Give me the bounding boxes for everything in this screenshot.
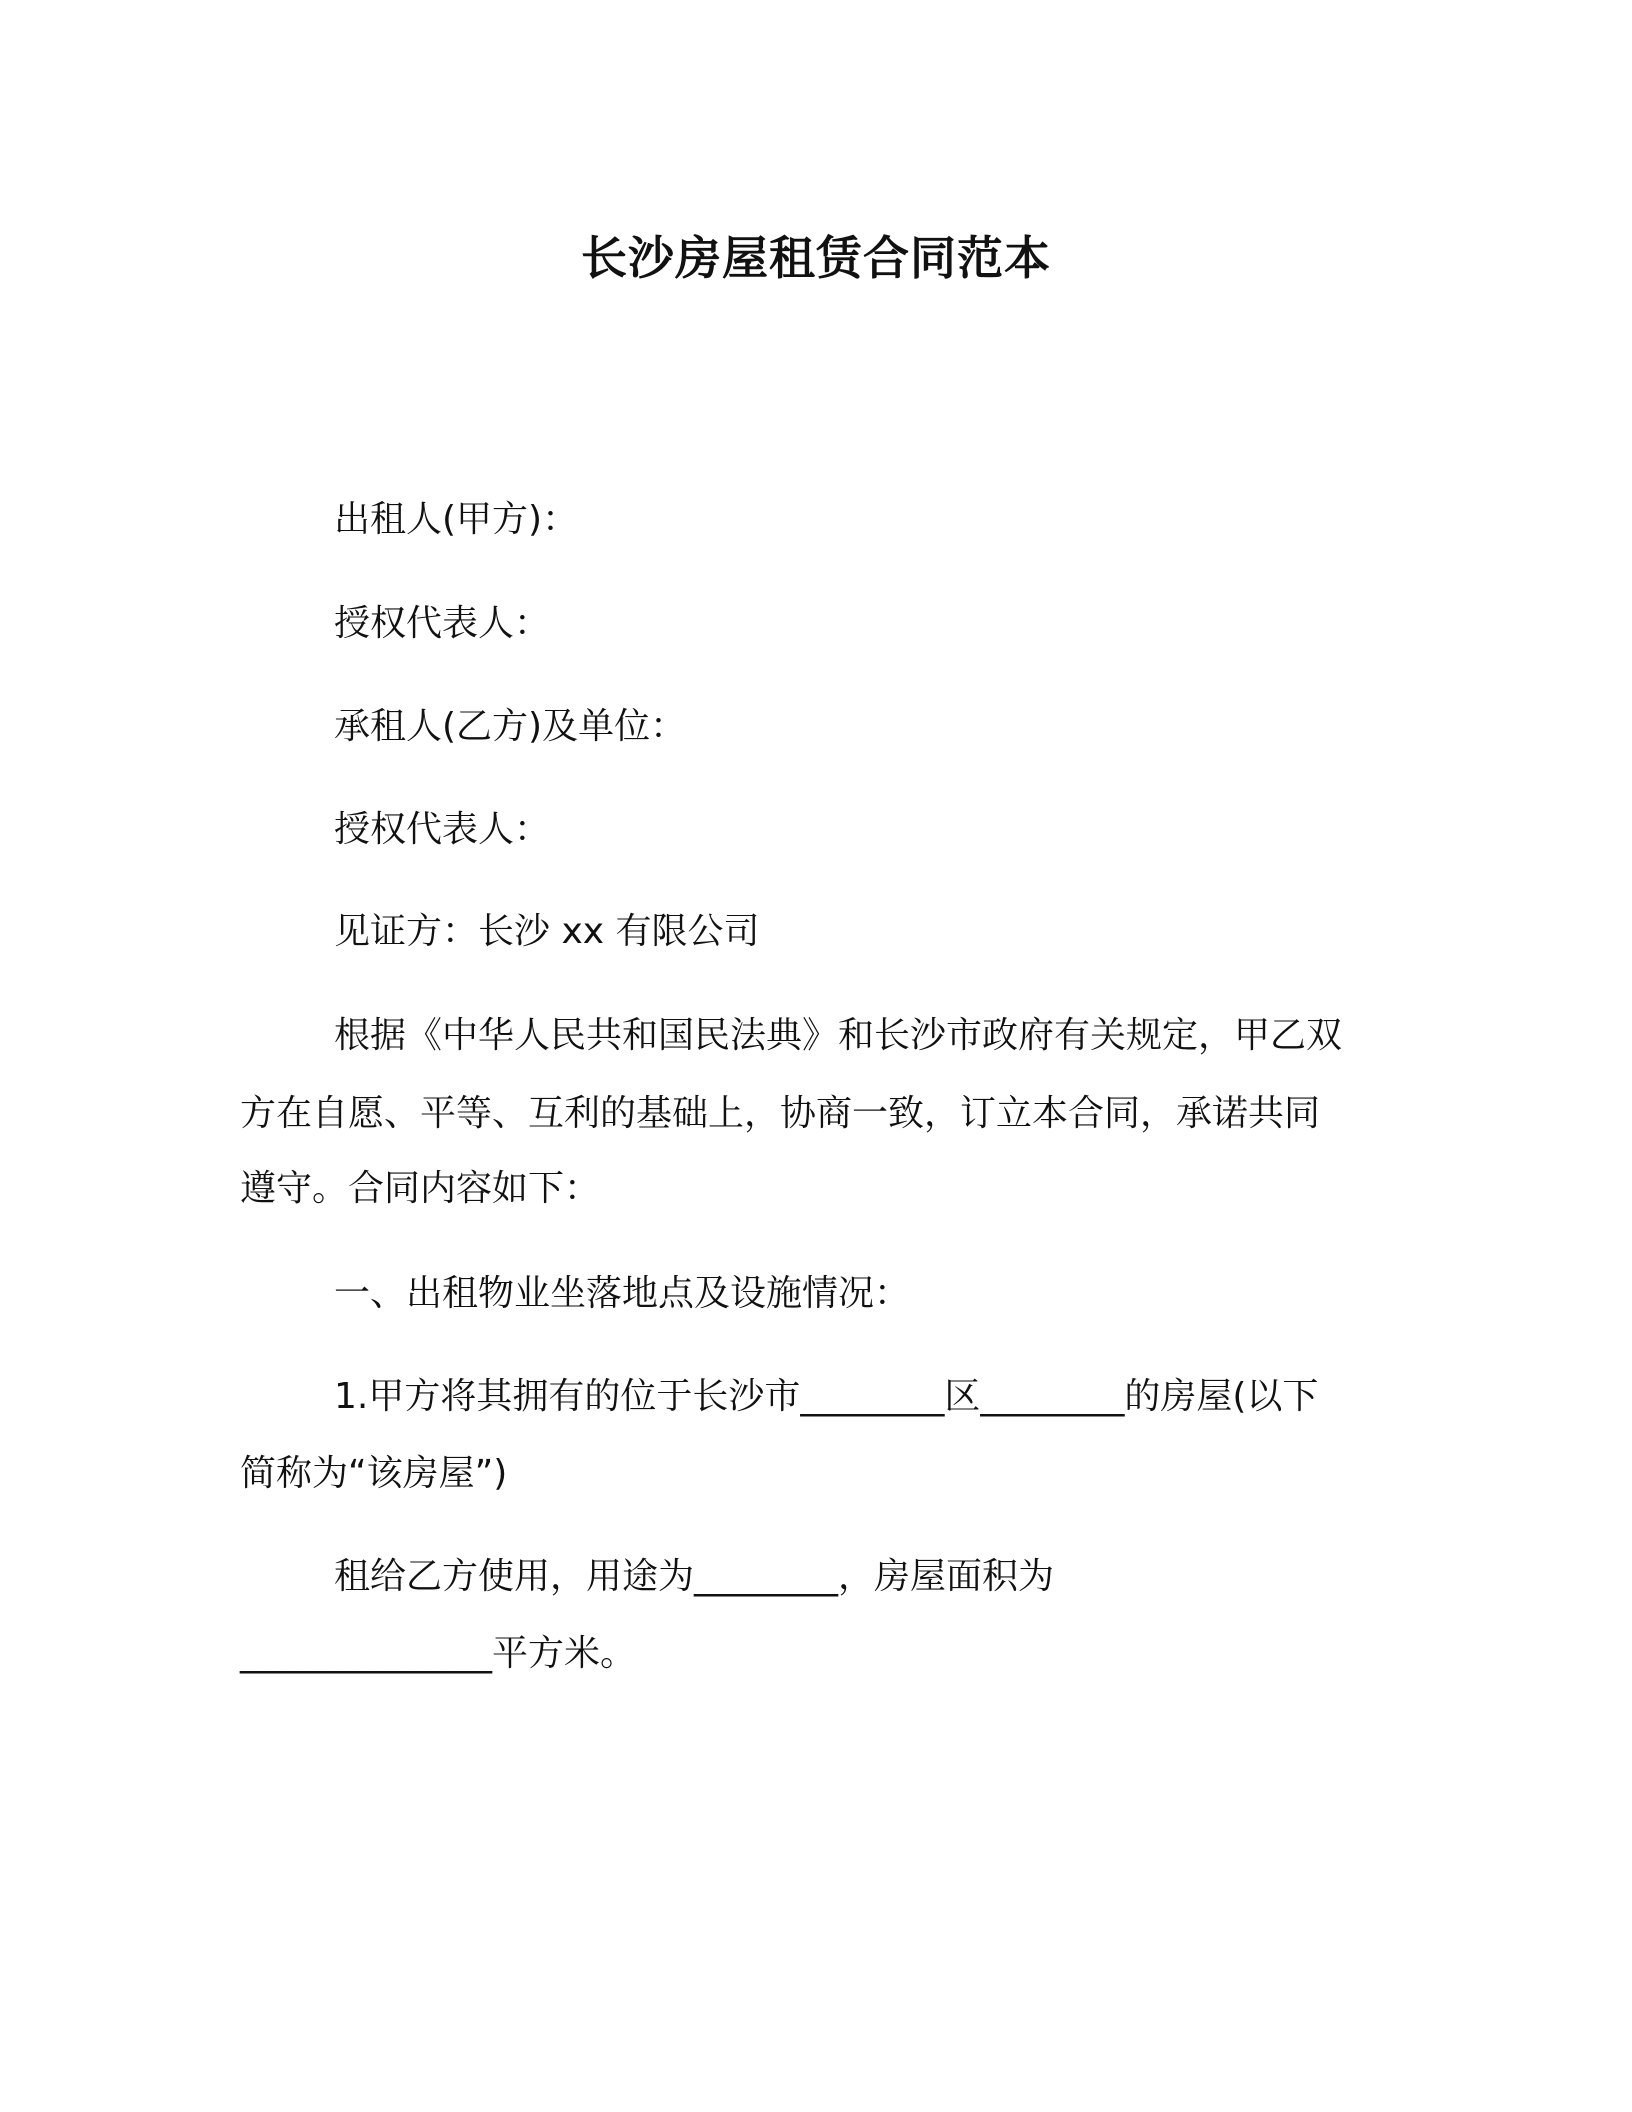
lessor-representative-line: 授权代表人： [334, 603, 551, 644]
clause-1-line-1: 1.甲方将其拥有的位于长沙市________区________的房屋(以下 [334, 1376, 1319, 1417]
preamble-line-1: 根据《中华人民共和国民法典》和长沙市政府有关规定，甲乙双 [334, 1015, 1343, 1056]
witness-line: 见证方：长沙 xx 有限公司 [334, 911, 760, 952]
document-title: 长沙房屋租赁合同范本 [581, 231, 1051, 285]
clause-1-use-line-2: ______________平方米。 [240, 1633, 637, 1674]
preamble-line-2: 方在自愿、平等、互利的基础上，协商一致，订立本合同，承诺共同 [240, 1093, 1321, 1134]
clause-1-line-2: 简称为“该房屋”) [240, 1453, 508, 1494]
section-1-heading: 一、出租物业坐落地点及设施情况： [334, 1273, 911, 1314]
lessee-line: 承租人(乙方)及单位： [334, 706, 687, 747]
lessee-representative-line: 授权代表人： [334, 809, 551, 850]
clause-1-use-line-1: 租给乙方使用，用途为________，房屋面积为 [334, 1556, 1055, 1597]
lessor-line: 出租人(甲方)： [334, 499, 579, 540]
preamble-line-3: 遵守。合同内容如下： [240, 1168, 601, 1209]
